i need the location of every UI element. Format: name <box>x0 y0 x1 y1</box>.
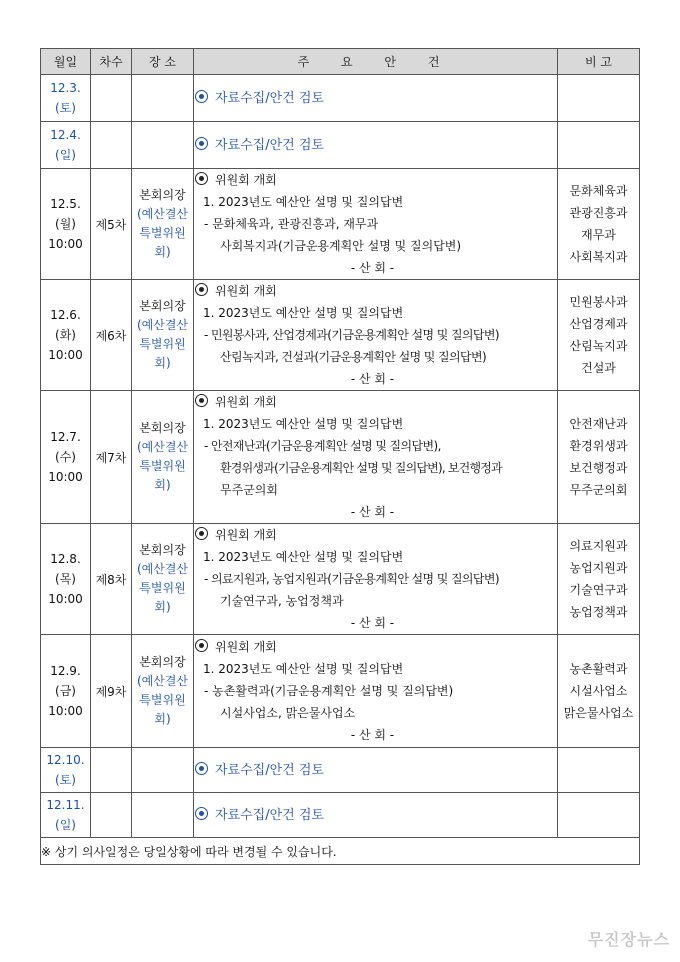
round-cell <box>91 748 132 793</box>
agenda-detail: - 문화체육과, 관광진흥과, 재무과 <box>204 217 379 231</box>
place-line3: 특별위원회) <box>139 459 186 492</box>
radio-bullet-icon <box>195 172 208 185</box>
date-text: 12.10. <box>46 753 85 767</box>
place-line2: (예산결산 <box>136 440 189 454</box>
day-text: (금) <box>55 684 76 698</box>
place-cell <box>132 169 194 280</box>
agenda-adjourn: - 산 회 - <box>350 728 395 742</box>
agenda-item1: 1. 2023년도 예산안 설명 및 질의답변 <box>203 662 404 676</box>
agenda-open: 위원회 개회 <box>194 524 557 546</box>
date-cell <box>41 524 91 635</box>
place-line2: (예산결산 <box>136 318 189 332</box>
table-row <box>41 748 640 793</box>
table-row <box>41 635 640 748</box>
radio-bullet-icon <box>195 283 208 296</box>
date-cell <box>41 748 91 793</box>
agenda-cell <box>194 75 558 122</box>
note-item: 건설과 <box>581 361 616 375</box>
agenda-cell <box>194 391 558 524</box>
radio-bullet-icon <box>195 527 208 540</box>
round-cell <box>91 75 132 122</box>
place-line3: 특별위원회) <box>139 226 186 259</box>
agenda-cell <box>194 748 558 793</box>
note-cell <box>558 169 640 280</box>
place-line2: (예산결산 <box>136 562 189 576</box>
table-row <box>41 122 640 169</box>
place-cell <box>132 122 194 169</box>
date-text: 12.7. <box>50 430 81 444</box>
agenda-detail: 환경위생과(기금운용계획안 설명 및 질의답변), 보건행정과 <box>220 461 502 475</box>
place-line1: 본회의장 <box>139 188 186 202</box>
place-cell <box>132 793 194 838</box>
note-cell <box>558 748 640 793</box>
note-item: 안전재난과 <box>569 417 628 431</box>
time-text: 10:00 <box>48 592 83 606</box>
agenda-cell <box>194 793 558 838</box>
place-line1: 본회의장 <box>139 299 186 313</box>
date-cell <box>41 169 91 280</box>
note-item: 시설사업소 <box>569 684 628 698</box>
watermark-logo: 무진장뉴스 <box>587 930 670 949</box>
agenda-item1: 1. 2023년도 예산안 설명 및 질의답변 <box>203 195 404 209</box>
day-text: (토) <box>55 101 76 115</box>
agenda-detail: - 농촌활력과(기금운용계획안 설명 및 질의답변) <box>204 684 454 698</box>
agenda-item1: 1. 2023년도 예산안 설명 및 질의답변 <box>203 306 404 320</box>
note-item: 농촌활력과 <box>569 662 628 676</box>
note-item: 무주군의회 <box>569 483 628 497</box>
agenda-cell <box>194 280 558 391</box>
place-cell <box>132 391 194 524</box>
place-line3: 특별위원회) <box>139 693 186 726</box>
table-row <box>41 391 640 524</box>
place-cell <box>132 280 194 391</box>
note-item: 맑은물사업소 <box>563 706 634 720</box>
note-item: 민원봉사과 <box>569 295 628 309</box>
agenda-cell <box>194 524 558 635</box>
radio-bullet-icon <box>195 639 208 652</box>
place-cell <box>132 635 194 748</box>
place-cell <box>132 524 194 635</box>
agenda-detail: - 의료지원과, 농업지원과(기금운용계획안 설명 및 질의답변) <box>204 572 499 586</box>
note-cell <box>558 122 640 169</box>
agenda-detail: - 민원봉사과, 산업경제과(기금운용계획안 설명 및 질의답변) <box>204 328 499 342</box>
radio-bullet-icon <box>195 807 208 820</box>
round-cell <box>91 122 132 169</box>
place-cell <box>132 75 194 122</box>
day-text: (화) <box>55 328 76 342</box>
day-text: (일) <box>55 818 76 832</box>
header-date: 월일 <box>41 49 91 75</box>
note-cell <box>558 524 640 635</box>
agenda-adjourn: - 산 회 - <box>350 261 395 275</box>
note-item: 관광진흥과 <box>569 206 628 220</box>
note-item: 농업지원과 <box>569 561 628 575</box>
agenda-open: 위원회 개회 <box>194 280 557 302</box>
header-note: 비 고 <box>558 49 640 75</box>
agenda-item1: 1. 2023년도 예산안 설명 및 질의답변 <box>203 550 404 564</box>
place-line1: 본회의장 <box>139 655 186 669</box>
note-item: 의료지원과 <box>569 539 628 553</box>
agenda-item1: 1. 2023년도 예산안 설명 및 질의답변 <box>203 417 404 431</box>
date-text: 12.8. <box>50 552 81 566</box>
note-item: 농업정책과 <box>569 605 628 619</box>
place-line2: (예산결산 <box>136 674 189 688</box>
date-cell <box>41 635 91 748</box>
table-row <box>41 793 640 838</box>
review-text: 자료수집/안건 검토 <box>215 762 324 778</box>
agenda-open: 위원회 개회 <box>194 636 557 658</box>
note-item: 환경위생과 <box>569 439 628 453</box>
radio-bullet-icon <box>195 394 208 407</box>
date-text: 12.6. <box>50 308 81 322</box>
place-line3: 특별위원회) <box>139 337 186 370</box>
table-row <box>41 169 640 280</box>
agenda-adjourn: - 산 회 - <box>350 616 395 630</box>
time-text: 10:00 <box>48 470 83 484</box>
note-cell <box>558 391 640 524</box>
day-text: (일) <box>55 148 76 162</box>
note-cell <box>558 280 640 391</box>
place-line3: 특별위원회) <box>139 581 186 614</box>
round-cell: 제7차 <box>91 391 132 524</box>
place-cell <box>132 748 194 793</box>
date-cell <box>41 122 91 169</box>
agenda-adjourn: - 산 회 - <box>350 372 395 386</box>
agenda-open: 위원회 개회 <box>194 391 557 413</box>
agenda-cell <box>194 122 558 169</box>
round-cell <box>91 793 132 838</box>
date-text: 12.4. <box>50 128 81 142</box>
date-cell <box>41 280 91 391</box>
agenda-detail: - 안전재난과(기금운용계획안 설명 및 질의답변), <box>204 439 441 453</box>
radio-bullet-icon <box>195 137 208 150</box>
table-row <box>41 280 640 391</box>
agenda-detail: 무주군의회 <box>220 483 278 497</box>
agenda-detail: 사회복지과(기금운용계획안 설명 및 질의답변) <box>220 239 462 253</box>
day-text: (수) <box>55 450 76 464</box>
note-item: 재무과 <box>581 228 616 242</box>
date-cell <box>41 75 91 122</box>
table-row <box>41 75 640 122</box>
round-cell: 제6차 <box>91 280 132 391</box>
note-item: 보건행정과 <box>569 461 628 475</box>
review-text: 자료수집/안건 검토 <box>215 807 324 823</box>
agenda-open: 위원회 개회 <box>194 169 557 191</box>
date-cell <box>41 793 91 838</box>
place-line1: 본회의장 <box>139 421 186 435</box>
time-text: 10:00 <box>48 348 83 362</box>
header-round: 차수 <box>91 49 132 75</box>
time-text: 10:00 <box>48 237 83 251</box>
round-cell: 제5차 <box>91 169 132 280</box>
review-text: 자료수집/안건 검토 <box>215 90 324 106</box>
note-item: 산림녹지과 <box>569 339 628 353</box>
agenda-detail: 시설사업소, 맑은물사업소 <box>220 706 356 720</box>
radio-bullet-icon <box>195 90 208 103</box>
date-text: 12.5. <box>50 197 81 211</box>
agenda-cell <box>194 635 558 748</box>
note-item: 사회복지과 <box>569 250 628 264</box>
day-text: (월) <box>55 217 76 231</box>
time-text: 10:00 <box>48 704 83 718</box>
table-header-row <box>41 49 640 75</box>
header-place: 장 소 <box>132 49 194 75</box>
day-text: (토) <box>55 773 76 787</box>
place-line2: (예산결산 <box>136 207 189 221</box>
note-cell <box>558 75 640 122</box>
round-cell: 제8차 <box>91 524 132 635</box>
note-item: 기술연구과 <box>569 583 628 597</box>
radio-bullet-icon <box>195 762 208 775</box>
note-item: 산업경제과 <box>569 317 628 331</box>
agenda-detail: 산림녹지과, 건설과(기금운용계획안 설명 및 질의답변) <box>220 350 487 364</box>
place-line1: 본회의장 <box>139 543 186 557</box>
agenda-detail: 기술연구과, 농업정책과 <box>220 594 344 608</box>
note-item: 문화체육과 <box>569 184 628 198</box>
date-text: 12.11. <box>46 798 85 812</box>
agenda-adjourn: - 산 회 - <box>350 505 395 519</box>
day-text: (목) <box>55 572 76 586</box>
note-cell <box>558 793 640 838</box>
date-cell <box>41 391 91 524</box>
review-text: 자료수집/안건 검토 <box>215 137 324 153</box>
footer-note: ※ 상기 의사일정은 당일상황에 따라 변경될 수 있습니다. <box>41 838 640 865</box>
note-cell <box>558 635 640 748</box>
footer-row <box>41 838 640 865</box>
header-agenda: 주 요 안 건 <box>194 49 558 75</box>
table-row <box>41 524 640 635</box>
date-text: 12.9. <box>50 664 81 678</box>
round-cell: 제9차 <box>91 635 132 748</box>
agenda-cell <box>194 169 558 280</box>
date-text: 12.3. <box>50 81 81 95</box>
schedule-table <box>40 48 640 865</box>
